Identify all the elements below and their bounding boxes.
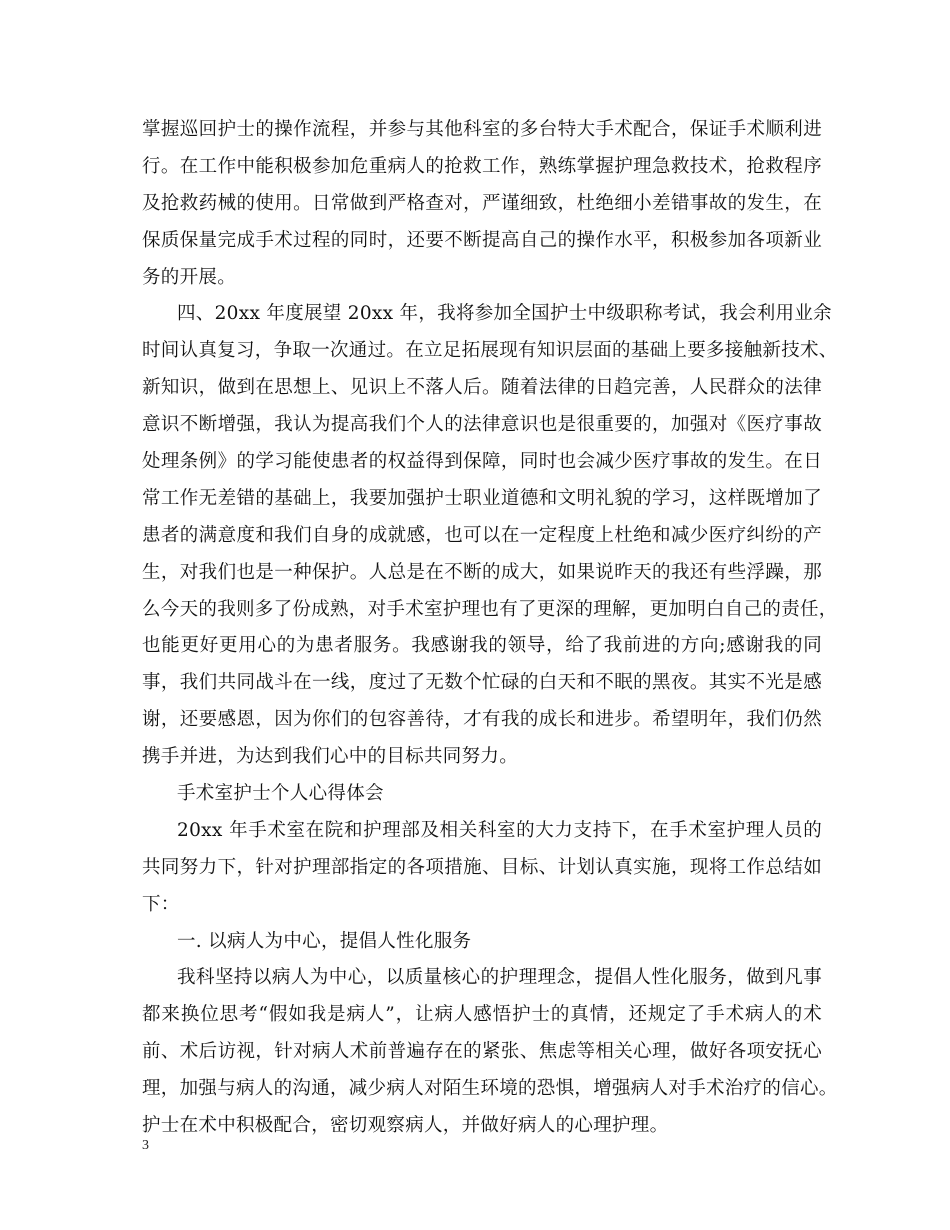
paragraph-line: 新知识，做到在思想上、见识上不落人后。随着法律的日趋完善，人民群众的法律: [142, 377, 822, 399]
paragraph-line: 谢，还要感恩，因为你们的包容善待，才有我的成长和进步。希望明年，我们仍然: [142, 709, 822, 731]
paragraph-line: 常工作无差错的基础上，我要加强护士职业道德和文明礼貌的学习，这样既增加了: [142, 487, 822, 509]
paragraph-line: 下：: [142, 893, 180, 915]
paragraph-line: 事，我们共同战斗在一线，度过了无数个忙碌的白天和不眠的黑夜。其实不光是感: [142, 672, 822, 694]
paragraph-line: 及抢救药械的使用。日常做到严格查对，严谨细致，杜绝细小差错事故的发生，在: [142, 192, 822, 214]
paragraph-line: 护士在术中积极配合，密切观察病人，并做好病人的心理护理。: [142, 1115, 669, 1137]
paragraph-line: 时间认真复习，争取一次通过。在立足拓展现有知识层面的基础上要多接触新技术、: [142, 340, 838, 362]
paragraph-line: 掌握巡回护士的操作流程，并参与其他科室的多台特大手术配合，保证手术顺利进: [142, 119, 822, 140]
section-heading: 一. 以病人为中心，提倡人性化服务: [177, 930, 472, 952]
paragraph-line: 么今天的我则多了份成熟，对手术室护理也有了更深的理解，更加明白自己的责任，: [142, 598, 838, 620]
paragraph-line: 意识不断增强，我认为提高我们个人的法律意识也是很重要的，加强对《医疗事故: [142, 414, 822, 436]
paragraph-line: 我科坚持以病人为中心，以质量核心的护理理念，提倡人性化服务，做到凡事: [177, 967, 822, 989]
paragraph-line: 都来换位思考“假如我是病人”，让病人感悟护士的真情，还规定了手术病人的术: [142, 1004, 822, 1026]
paragraph-line: 四、20xx 年度展望 20xx 年，我将参加全国护士中级职称考试，我会利用业余: [177, 303, 832, 325]
paragraph-line: 20xx 年手术室在院和护理部及相关科室的大力支持下，在手术室护理人员的: [177, 819, 822, 841]
paragraph-line: 患者的满意度和我们自身的成就感，也可以在一定程度上杜绝和减少医疗纠纷的产: [142, 524, 822, 546]
paragraph-line: 也能更好更用心的为患者服务。我感谢我的领导，给了我前进的方向;感谢我的同: [142, 635, 822, 657]
paragraph-line: 处理条例》的学习能使患者的权益得到保障，同时也会减少医疗事故的发生。在日: [142, 451, 822, 473]
paragraph-line: 理，加强与病人的沟通，减少病人对陌生环境的恐惧，增强病人对手术治疗的信心。: [142, 1078, 838, 1100]
paragraph-line: 前、术后访视，针对病人术前普遍存在的紧张、焦虑等相关心理，做好各项安抚心: [142, 1041, 822, 1063]
paragraph-line: 务的开展。: [142, 266, 237, 288]
paragraph-line: 携手并进，为达到我们心中的目标共同努力。: [142, 746, 519, 768]
paragraph-line: 生，对我们也是一种保护。人总是在不断的成大，如果说昨天的我还有些浮躁，那: [142, 561, 822, 583]
paragraph-line: 共同努力下，针对护理部指定的各项措施、目标、计划认真实施，现将工作总结如: [142, 856, 822, 878]
page-number: 3: [142, 1138, 149, 1153]
document-body: [142, 112, 838, 1145]
section-heading: 手术室护士个人心得体会: [177, 783, 384, 805]
paragraph-line: 行。在工作中能积极参加危重病人的抢救工作，熟练掌握护理急救技术，抢救程序: [142, 155, 822, 177]
paragraph-line: 保质保量完成手术过程的同时，还要不断提高自己的操作水平，积极参加各项新业: [142, 229, 822, 251]
